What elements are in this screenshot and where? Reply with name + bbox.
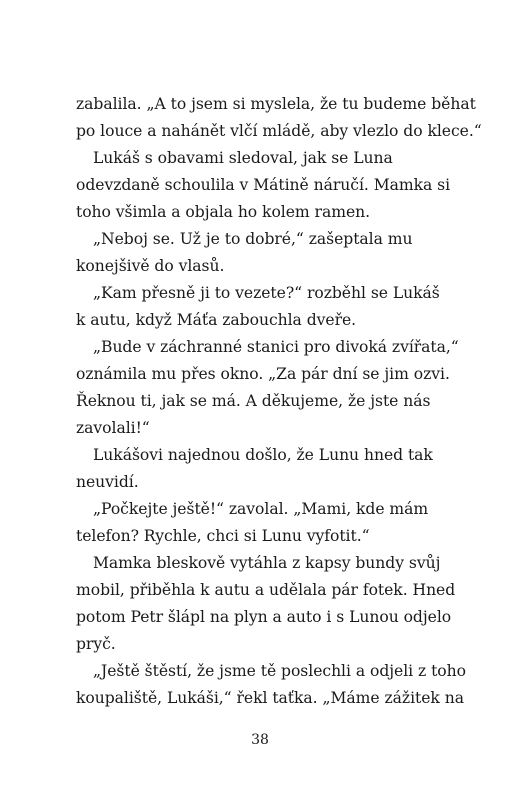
text-line: Mamka bleskově vytáhla z kapsy bundy svůj bbox=[93, 554, 441, 572]
text-line: „Počkejte ještě!“ zavolal. „Mami, kde mám bbox=[93, 500, 429, 518]
text-line: oznámila mu přes okno. „Za pár dní se jim ozvi. bbox=[76, 365, 450, 383]
text-line: Lukášovi najednou došlo, že Lunu hned tak bbox=[93, 446, 433, 464]
text-line: potom Petr šlápl na plyn a auto i s Lunou odjelo bbox=[76, 608, 452, 626]
text-line: telefon? Rychle, chci si Lunu vyfotit.“ bbox=[76, 527, 370, 545]
text-line: zabalila. „A to jsem si myslela, že tu budeme běhat bbox=[76, 95, 476, 113]
text-line: Řeknou ti, jak se má. A děkujeme, že jste nás bbox=[76, 392, 431, 410]
text-line: mobil, přiběhla k autu a udělala pár fotek. Hned bbox=[76, 581, 456, 599]
text-line: k autu, když Máťa zabouchla dveře. bbox=[76, 311, 357, 329]
text-line: po louce a nahánět vlčí mládě, aby vlezlo do klece.“ bbox=[76, 122, 482, 140]
text-line: pryč. bbox=[76, 635, 116, 653]
text-line: „Neboj se. Už je to dobré,“ zašeptala mu bbox=[93, 230, 413, 248]
text-line: konejšivě do vlasů. bbox=[76, 257, 225, 275]
text-line: „Ještě štěstí, že jsme tě poslechli a odjeli z toho bbox=[93, 662, 466, 680]
text-line: „Kam přesně ji to vezete?“ rozběhl se Lukáš bbox=[93, 284, 440, 302]
text-line: „Bude v záchranné stanici pro divoká zvířata,“ bbox=[93, 338, 459, 356]
text-line: toho všimla a objala ho kolem ramen. bbox=[76, 203, 371, 221]
text-line: odevzdaně schoulila v Mátině náručí. Mamka si bbox=[76, 176, 451, 194]
text-line: koupaliště, Lukáši,“ řekl taťka. „Máme zážitek na bbox=[76, 689, 464, 707]
page-number: 38 bbox=[251, 732, 269, 748]
text-line: neuvidí. bbox=[76, 473, 139, 491]
text-line: zavolali!“ bbox=[76, 419, 150, 437]
text-line: Lukáš s obavami sledoval, jak se Luna bbox=[93, 149, 393, 167]
